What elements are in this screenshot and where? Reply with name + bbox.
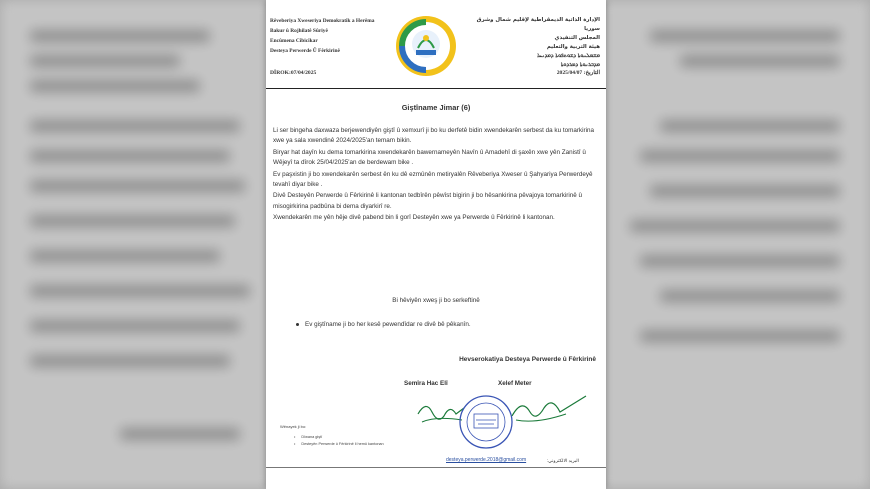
body-paragraph: Xwendekarên me yên hêje divê pabend bin li gorî Desteyên xwe ya Perwerde û Fêrkirinê li kantonan. <box>273 214 555 222</box>
email-label: البريد الالكتروني: <box>547 458 579 463</box>
date-left: DÎROK:07/04/2025 <box>270 70 317 76</box>
header-left-line: Rêveberiya Xweseriya Demokratîk a Herêma <box>270 18 375 24</box>
header-right <box>460 16 600 70</box>
header-divider <box>266 88 606 89</box>
header-left-line: Encûmena Cîbicîkar <box>270 38 318 44</box>
header-right-line: ܡܫܡܠܢܘܬܐ ܕܫܘܬܦܘܬܐ ܕܡܕܢܚܐ <box>537 53 600 59</box>
cc-item: • Dîwana giştî <box>294 434 384 441</box>
bullet-note <box>296 321 471 328</box>
body-paragraph: Biryar hat dayîn ku dema tomarkirina xwendekarên bawernameyên Navîn û Amadehî di şaxên xwe yên Zanistî û Wêjeyî ta dîrok 25/04/2025'an de berdewam bike . <box>273 148 586 167</box>
body-paragraph: Ev paşxistin ji bo xwendekarên serbest ên ku dê ezmûnên metiryalên Rêveberiya Xweser û Şahyariya Perwerdeyê tevahî diyar bike . <box>273 170 593 189</box>
bullet-icon <box>296 323 299 326</box>
header-left-line: Bakur û Rojhilatê Sûriyê <box>270 28 328 34</box>
header-right-line: هيئة التربية والتعليم <box>546 44 600 50</box>
closing-line: Bi hêviyên xweş ji bo serkeftinê <box>392 297 480 304</box>
header-left-line: Desteya Perwerde Û Fêrkirinê <box>270 48 340 54</box>
body-paragraph: Divê Desteyên Perwerde û Fêrkirinê li kantonan tedbîrên pêwîst bigirin ji bo hêsankirina pêvajoya tomarkirinê û misogirkirina padbûna bi dema diyarkirî re. <box>273 192 583 210</box>
board-title: Hevserokatiya Desteya Perwerde û Fêrkirinê <box>459 356 596 363</box>
header-right-line: المجلس التنفيذي <box>554 35 600 41</box>
document-body <box>273 126 599 225</box>
education-logo <box>394 14 458 78</box>
email-link[interactable]: desteya.perwerde.2018@gmail.com <box>446 457 527 463</box>
circular-document <box>266 0 606 489</box>
cc-item: • Desteyên Perwerde û Fêrkirinê li hemû kantonan <box>294 441 384 448</box>
header-right-line: الإدارة الذاتية الديمقراطية لإقليم شمال وشرق سوريا <box>476 17 600 32</box>
signatures-and-seal <box>416 386 596 458</box>
signatory-name: Semîra Hac Elî <box>404 380 448 387</box>
cc-list <box>294 434 384 448</box>
header-left <box>270 16 410 56</box>
cc-label: Wênayek ji bo: <box>280 424 307 429</box>
header-right-line: ܡܕܒܪܢܘܬܐ ܕܡܪܕܘܬܐ <box>560 62 600 68</box>
footer-divider <box>266 467 606 468</box>
signatory-name: Xelef Meter <box>498 380 532 387</box>
document-title: Giştîname Jimar (6) <box>401 103 471 112</box>
date-right: التاريخ: 2025/04/07 <box>556 70 600 76</box>
bullet-text: Ev giştîname ji bo her kesê pewendîdar re divê bê pêkanîn. <box>305 321 471 328</box>
body-paragraph: Li ser bingeha daxwaza berjewendiyên giştî û xemxurî ji bo ku derfetê bidin xwendekarên serbest da ku tomarkirina xwe ya sala xwendinê 2024/2025'an temam bikin. <box>273 127 594 145</box>
